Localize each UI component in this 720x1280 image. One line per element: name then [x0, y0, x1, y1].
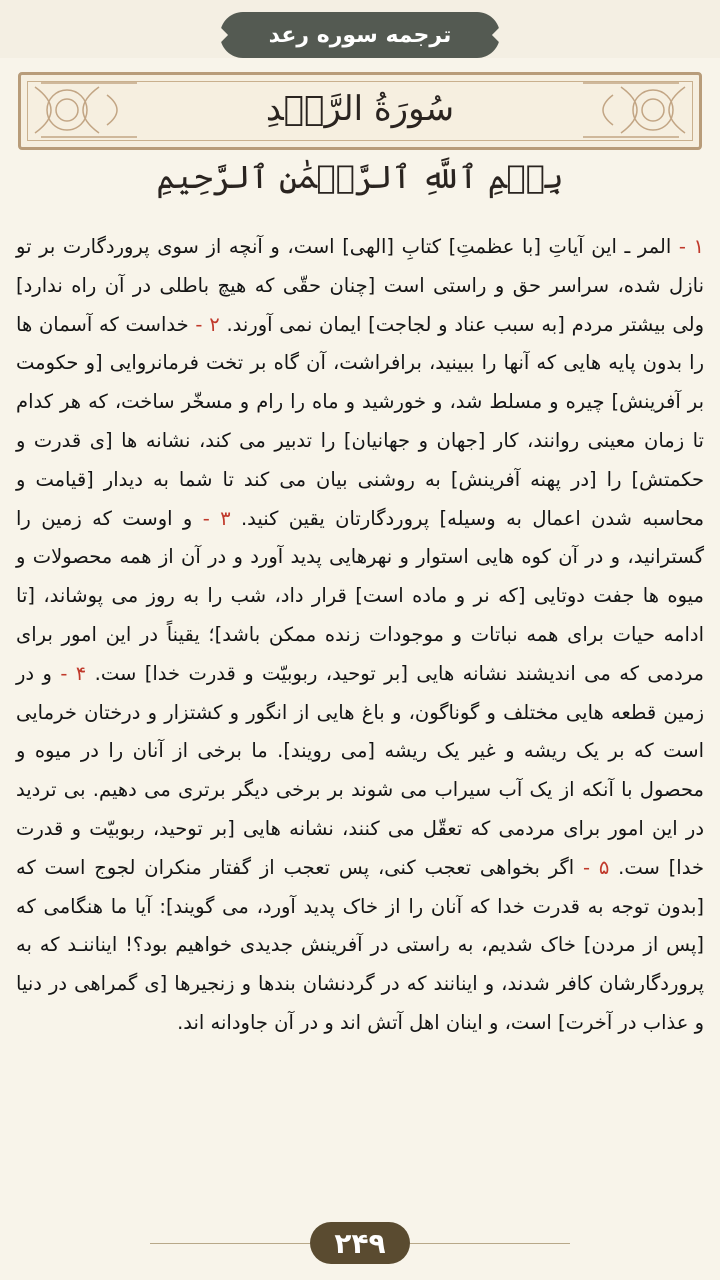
verse-text: اگر بخواهی تعجب کنی، پس تعجب از گفتار منکران لجوج است که [بدون توجه به قدرت خدا که آنان را از خاک پدید آورد، می گویند]: آیا ما هنگامی که [پس از مردن] خاک شدیم، به راستی در آفرینش جدیدی خواهیم بود؟! ایناننـد که به پروردگارشان کافر شدند، و اینانند که در گردنشان بندها و زنجیرها [ی گمراهی در دنیا و عذاب در آخرت] است، و اینان اهل آتش اند و در آن جاودانه اند. [16, 855, 704, 1034]
translation-text [16, 228, 704, 1208]
verse-text: و در زمین قطعه هایی مختلف و گوناگون، و باغ هایی از انگور و کشتزار و درختان خرمایی است که بر یک ریشه و غیر یک ریشه [می رویند]. ما برخی از آنان را در میوه و محصول با آنکه از یک آب سیراب می شوند بر برخی دیگر برتری می دهیم. بی تردید در این امور برای مردمی که تعقّل می کنند، نشانه هایی [بر توحید، ربوبیّت و قدرت خدا] ست. [16, 661, 704, 879]
verse-text: و اوست که زمین را گسترانید، و در آن کوه هایی استوار و نهرهایی پدید آورد و در آن از همه محصولات و میوه ها جفت دوتایی [که نر و ماده است] قرار داد، شب را به روز می پوشاند، [تا ادامه حیات برای همه نباتات و موجودات زنده ممکن باشد]؛ یقیناً در این امور برای مردمی که می اندیشند نشانه هایی [بر توحید، ربوبیّت و قدرت خدا] ست. [16, 506, 704, 685]
page-title: ترجمه سوره رعد [220, 12, 500, 58]
verse-text: المر ـ این آیاتِ [با عظمتِ] کتابِ [الهی] است، و آنچه از سوی پروردگارت بر تو نازل شده، سراسر حق و راستی است [چنان حقّی که هیچ باطلی در آن راه ندارد] ولی بیشتر مردم [به سبب عناد و لجاجت] ایمان نمی آورند. [16, 235, 704, 336]
sura-name: سُورَةُ الرَّعۡدِ [265, 89, 455, 129]
sura-header-frame [18, 72, 702, 150]
footer-divider-left [150, 1243, 310, 1244]
bismillah: بِسۡمِ ٱللَّهِ ٱلرَّحۡمَٰنِ ٱلرَّحِيمِ [156, 158, 564, 196]
verse-number: ۲ - [188, 312, 220, 336]
verse-number: ۴ - [51, 661, 87, 685]
verse-text: خداست که آسمان ها را بدون پایه هایی که آنها را ببینید، برافراشت، آن گاه بر تخت فرمانروایی [و حکومت بر آفرینش] چیره و مسلط شد، و خورشید و ماه را رام و مسخّر ساخت، که هر کدام تا زمان معینی روانند، کار [جهان و جهانیان] را تدبیر می کند، نشانه ها [ی قدرت و حکمتش] را [در پهنه آفرینش] به روشنی بیان می کند تا شما به دیدار [قیامت و محاسبه شدن اعمال به وسیله] پروردگارتان یقین کنید. [16, 312, 705, 530]
verse-number: ۳ - [192, 506, 231, 530]
footer-divider-right [410, 1243, 570, 1244]
verse-number: ۵ - [574, 855, 610, 879]
verse-number: ۱ - [671, 235, 704, 258]
page-number-badge: ۲۴۹ [310, 1222, 410, 1264]
